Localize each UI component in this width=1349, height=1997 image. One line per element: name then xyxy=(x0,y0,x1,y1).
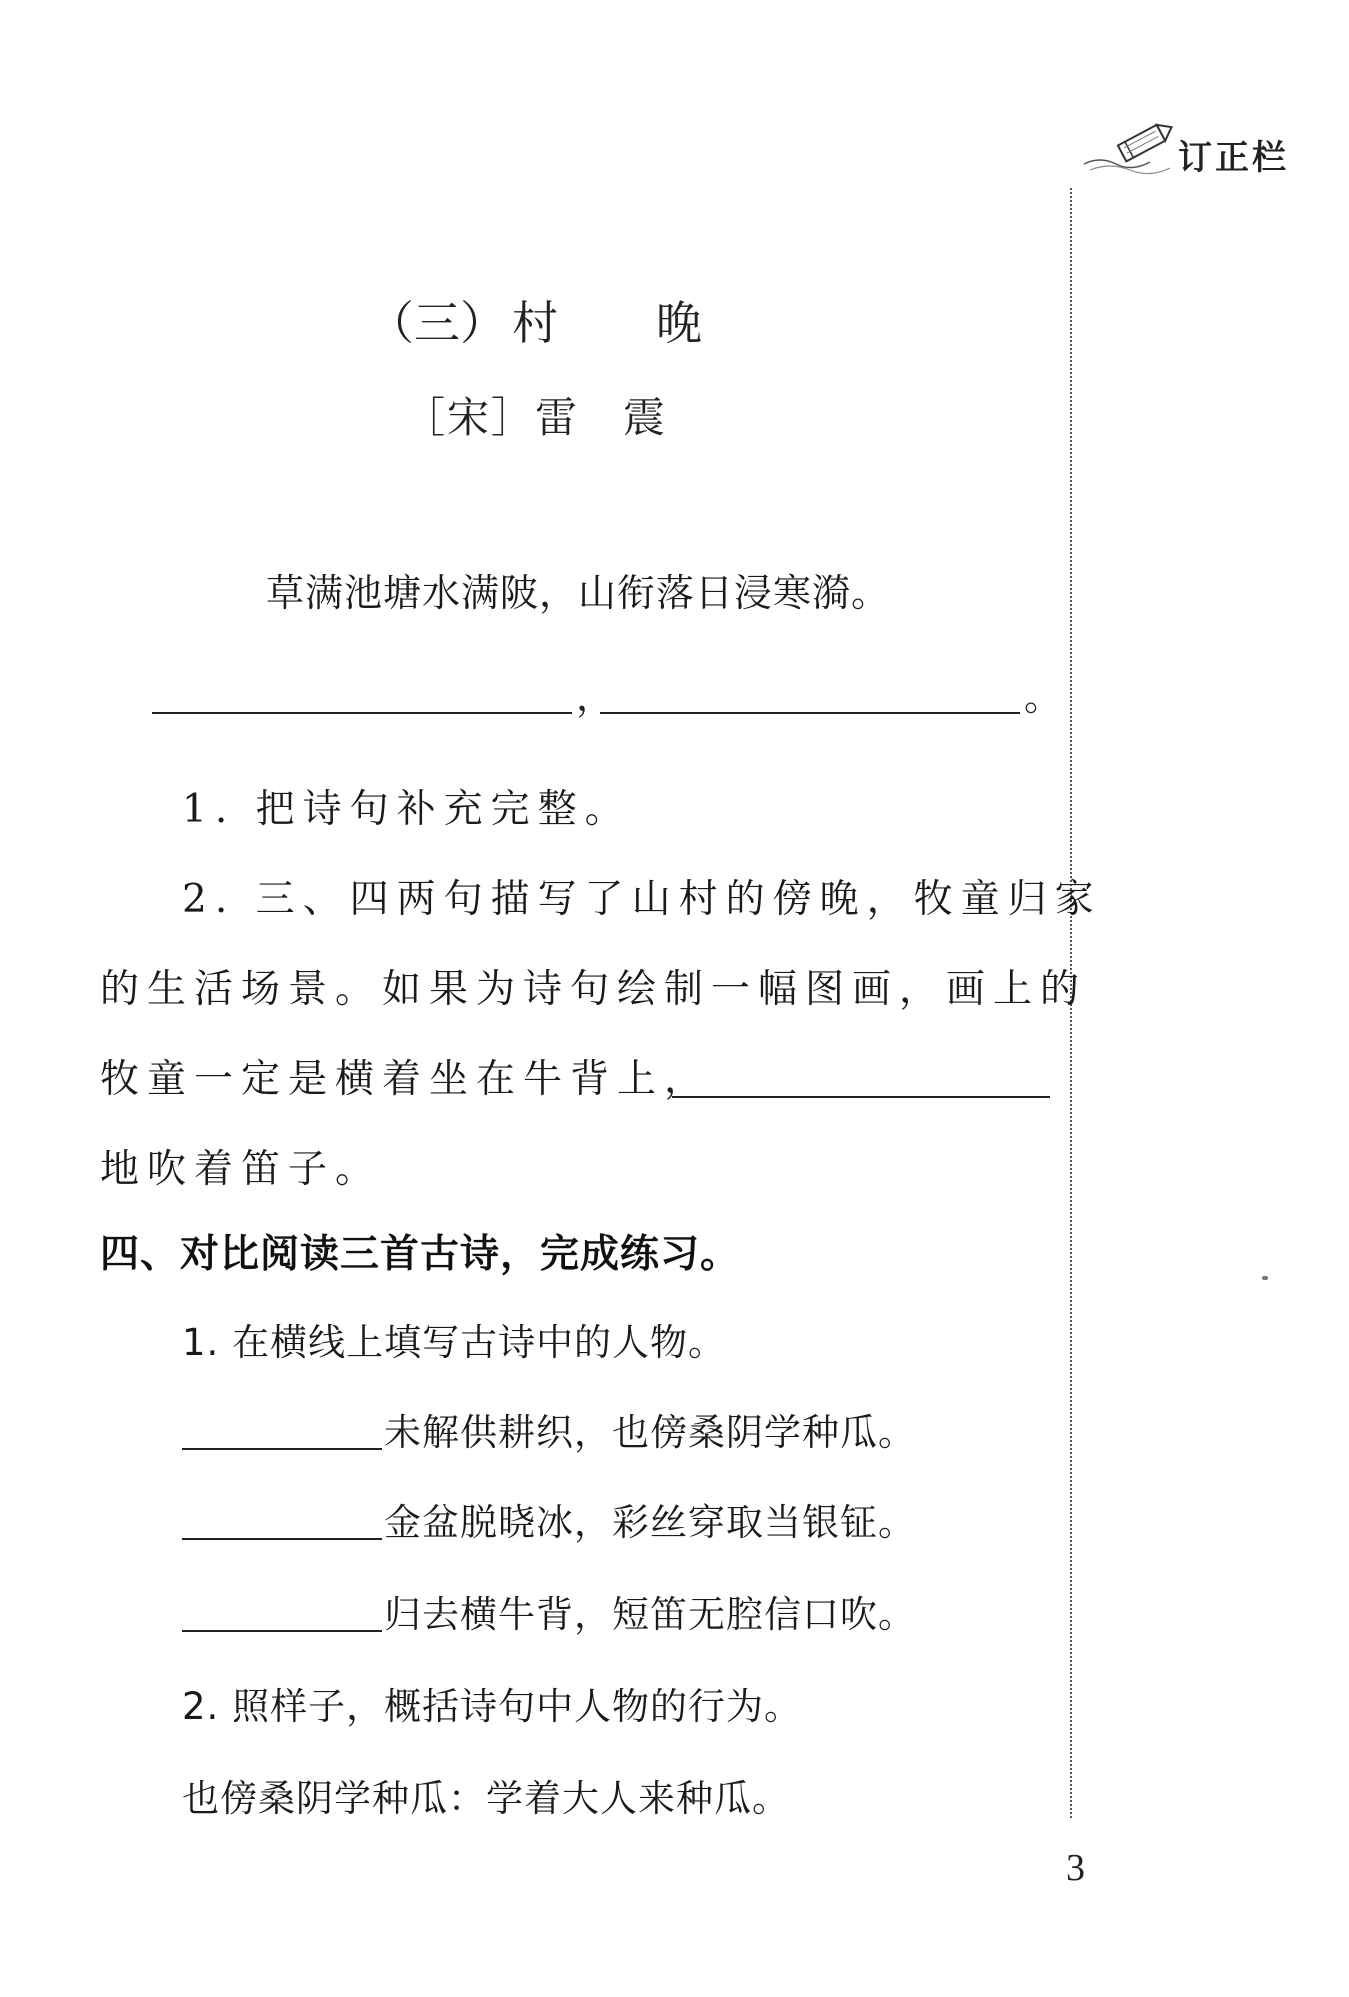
correction-column-header xyxy=(1080,112,1310,182)
question-2-line-4: 地吹着笛子。 xyxy=(100,1147,383,1192)
person-blank-2[interactable] xyxy=(182,1538,382,1540)
example-answer: 也傍桑阴学种瓜：学着大人来种瓜。 xyxy=(182,1777,790,1820)
correction-column-label: 订正栏 xyxy=(1178,138,1289,178)
scan-speck xyxy=(1262,1276,1268,1280)
question-2-line-3: 牧童一定是横着坐在牛背上， xyxy=(100,1057,712,1102)
person-blank-1[interactable] xyxy=(182,1448,382,1450)
question-1: 1. 把诗句补充完整。 xyxy=(182,787,632,832)
author-name-1: 雷 xyxy=(534,393,579,442)
author-dynasty: ［宋］ xyxy=(402,393,535,442)
blank-comma: ， xyxy=(576,675,615,719)
poem-author xyxy=(0,385,1070,445)
pencil-icon xyxy=(1080,112,1180,182)
fill-line-2: 金盆脱晓冰，彩丝穿取当银钲。 xyxy=(384,1501,916,1544)
question-2-line-1: 2. 三、四两句描写了山村的傍晚，牧童归家 xyxy=(182,877,1102,922)
fill-line-1: 未解供耕织，也傍桑阴学种瓜。 xyxy=(384,1411,916,1454)
author-name-2: 震 xyxy=(623,393,668,442)
answer-blank-q2[interactable] xyxy=(672,1096,1050,1098)
poem-title-char-1: 村 xyxy=(512,296,558,350)
question-2-line-2: 的生活场景。如果为诗句绘制一幅图画，画上的 xyxy=(100,967,1088,1012)
fill-line-3: 归去横牛背，短笛无腔信口吹。 xyxy=(384,1593,916,1636)
poem-line-1: 草满池塘水满陂，山衔落日浸寒漪。 xyxy=(266,571,891,615)
poem-title xyxy=(0,287,1070,353)
poem-title-char-2: 晚 xyxy=(656,296,702,350)
poem-number: （三） xyxy=(368,296,506,350)
page-number: 3 xyxy=(1066,1847,1085,1889)
section-4-heading: 四、对比阅读三首古诗，完成练习。 xyxy=(100,1232,741,1277)
answer-blank-line-3[interactable] xyxy=(152,712,572,714)
answer-blank-line-4[interactable] xyxy=(600,712,1020,714)
blank-period: 。 xyxy=(1024,675,1063,719)
section-4-question-1: 1. 在横线上填写古诗中的人物。 xyxy=(182,1321,727,1364)
person-blank-3[interactable] xyxy=(182,1630,382,1632)
section-4-question-2: 2. 照样子，概括诗句中人物的行为。 xyxy=(182,1685,803,1728)
